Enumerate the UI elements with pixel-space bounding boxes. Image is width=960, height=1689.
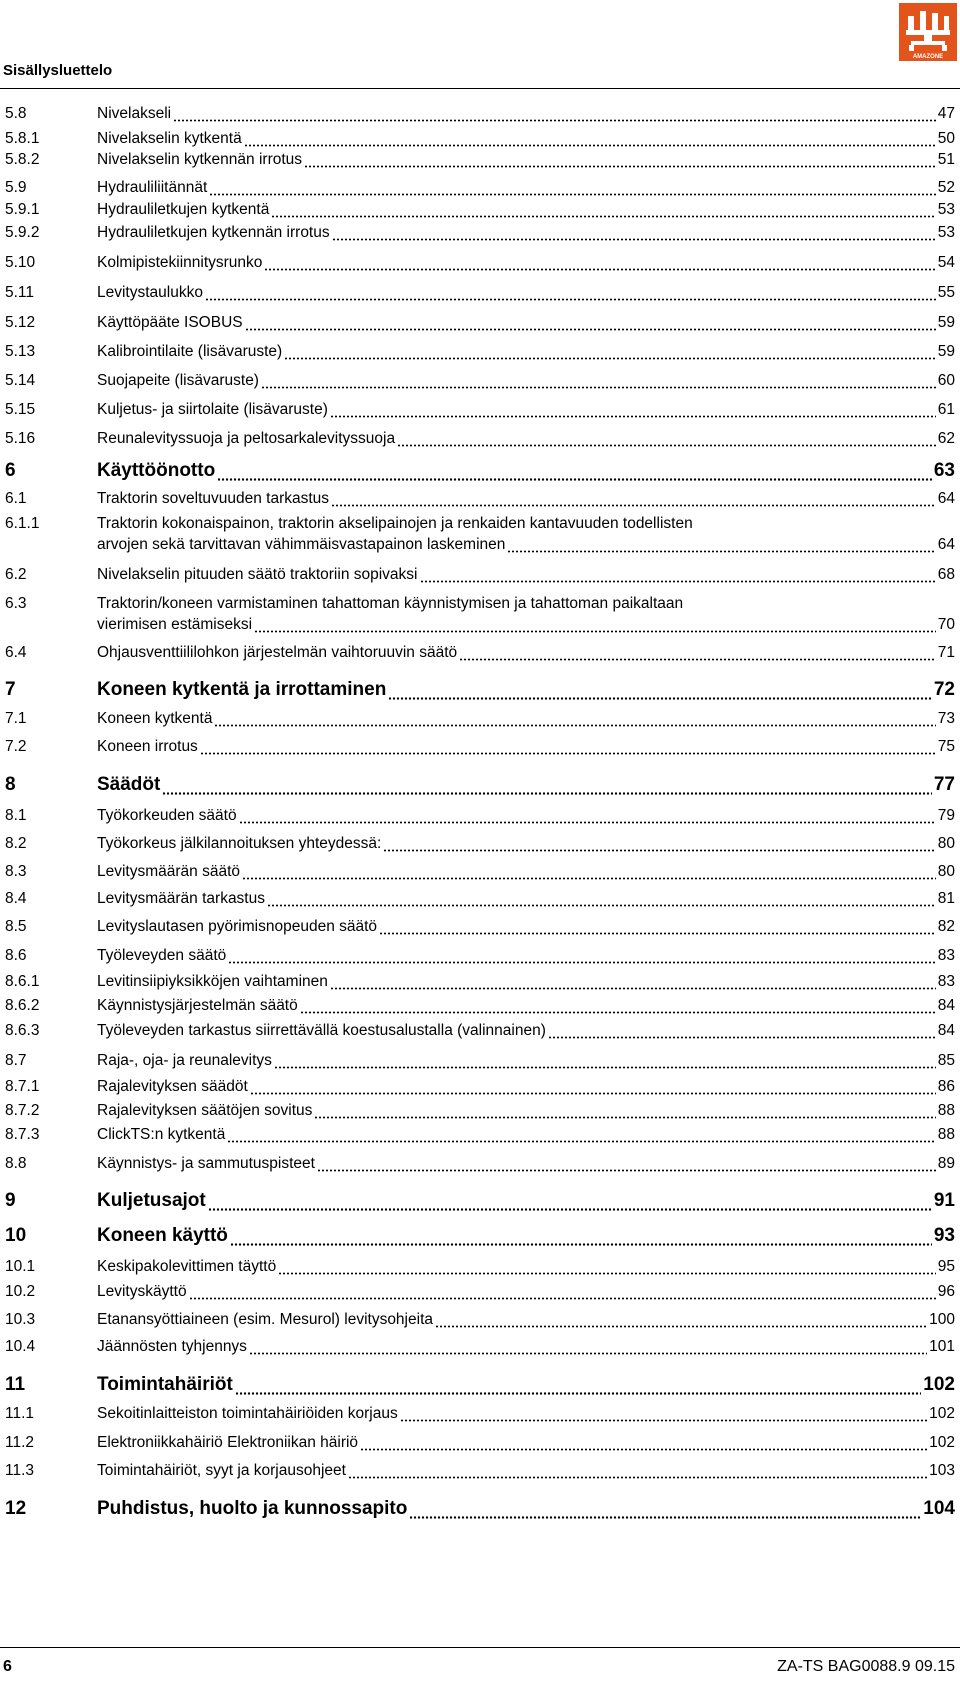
toc-entry-number: 5.12 (5, 314, 36, 331)
toc-entry-page: 64 (937, 490, 955, 507)
toc-entry[interactable] (0, 1257, 960, 1277)
toc-entry[interactable] (0, 429, 960, 449)
toc-dot-leader (228, 946, 935, 966)
toc-entry[interactable] (0, 129, 960, 149)
toc-entry-line (97, 1257, 955, 1277)
toc-dot-leader (214, 709, 935, 729)
toc-entry-title: Rajalevityksen säätöjen sovitus (97, 1102, 313, 1119)
toc-dot-leader (245, 313, 936, 333)
toc-entry[interactable] (0, 1404, 960, 1424)
toc-entry-page: 84 (937, 997, 955, 1014)
toc-entry-number: 8.7 (5, 1052, 27, 1069)
footer-divider (0, 1647, 960, 1648)
toc-entry-title: Koneen käyttö (97, 1225, 228, 1246)
toc-entry-title: Ohjausventtiililohkon järjestelmän vaihtoruuvin säätö (97, 644, 458, 661)
toc-entry-number: 8.6.1 (5, 973, 40, 990)
toc-entry-line (97, 1337, 955, 1357)
toc-entry[interactable] (0, 283, 960, 303)
toc-entry-line (97, 917, 955, 937)
toc-entry-title: Levitysmäärän säätö (97, 863, 241, 880)
toc-dot-leader (314, 1101, 935, 1121)
toc-entry-page: 83 (937, 973, 955, 990)
toc-entry-number: 6.4 (5, 644, 27, 661)
toc-dot-leader (420, 565, 936, 585)
toc-entry-title: Käyttöönotto (97, 460, 216, 481)
toc-entry[interactable] (0, 150, 960, 170)
toc-dot-leader (330, 972, 936, 992)
toc-entry[interactable] (0, 1101, 960, 1121)
toc-dot-leader (235, 1372, 921, 1398)
toc-entry-line (97, 178, 955, 198)
toc-entry-number: 7.2 (5, 738, 27, 755)
toc-entry[interactable] (0, 593, 960, 637)
toc-dot-leader (459, 643, 936, 663)
toc-entry-line (97, 104, 955, 124)
toc-entry-line (97, 643, 955, 663)
toc-dot-leader (304, 150, 936, 170)
toc-entry-title: Levitystaulukko (97, 284, 203, 301)
toc-dot-leader (317, 1154, 936, 1174)
toc-dot-leader (379, 917, 936, 937)
toc-entry[interactable] (0, 806, 960, 826)
toc-chapter[interactable] (0, 1372, 960, 1398)
toc-entry-number: 8.2 (5, 835, 27, 852)
toc-dot-leader (409, 1496, 921, 1522)
toc-entry[interactable] (0, 996, 960, 1016)
toc-entry-number: 5.9 (5, 179, 27, 196)
toc-entry-number: 8.4 (5, 890, 27, 907)
toc-entry-line (97, 709, 955, 729)
toc-entry-line (97, 615, 955, 635)
toc-entry-page: 53 (937, 224, 955, 241)
toc-entry-title: Nivelakselin kytkennän irrotus (97, 151, 303, 168)
toc-entry-title: Toimintahäiriöt (97, 1374, 233, 1395)
toc-entry-line (97, 429, 955, 449)
toc-entry-line (97, 1372, 955, 1398)
toc-dot-leader (271, 200, 935, 220)
toc-entry-line (97, 946, 955, 966)
amazone-logo (899, 3, 957, 61)
toc-entry-line (97, 772, 955, 798)
toc-entry-number: 8.6.2 (5, 997, 40, 1014)
toc-dot-leader (332, 223, 936, 243)
toc-entry-page: 55 (937, 284, 955, 301)
toc-entry[interactable] (0, 1461, 960, 1481)
toc-entry[interactable] (0, 400, 960, 420)
toc-entry-page: 88 (937, 1102, 955, 1119)
toc-entry[interactable] (0, 223, 960, 243)
toc-entry-line (97, 677, 955, 703)
toc-entry[interactable] (0, 834, 960, 854)
toc-entry-line (97, 1282, 955, 1302)
toc-entry-number: 8.5 (5, 918, 27, 935)
toc-entry-number: 10.3 (5, 1311, 36, 1328)
toc-entry-page: 47 (937, 105, 955, 122)
toc-dot-leader (397, 429, 936, 449)
toc-dot-leader (383, 834, 935, 854)
toc-entry-number: 5.8.2 (5, 151, 40, 168)
toc-chapter[interactable] (0, 1188, 960, 1214)
toc-dot-leader (264, 253, 935, 273)
toc-entry-page: 83 (937, 947, 955, 964)
toc-entry-line (97, 1077, 955, 1097)
toc-entry-title: Kalibrointilaite (lisävaruste) (97, 343, 283, 360)
toc-entry[interactable] (0, 1021, 960, 1041)
toc-chapter[interactable] (0, 677, 960, 703)
toc-entry-line (97, 1404, 955, 1424)
toc-entry-page: 50 (937, 130, 955, 147)
toc-entry[interactable] (0, 889, 960, 909)
toc-chapter[interactable] (0, 1496, 960, 1522)
toc-dot-leader (208, 1188, 932, 1214)
toc-entry-title: arvojen sekä tarvittavan vähimmäisvastapainon laskeminen (97, 536, 506, 553)
toc-entry-page: 102 (929, 1434, 955, 1451)
toc-entry-number: 7 (5, 679, 16, 700)
toc-entry-title: Kuljetusajot (97, 1190, 206, 1211)
toc-entry-page: 64 (937, 536, 955, 553)
toc-dot-leader (548, 1021, 936, 1041)
toc-entry-number: 5.11 (5, 284, 35, 301)
footer-page-number: 6 (3, 1658, 12, 1675)
toc-entry-number: 11.2 (5, 1434, 35, 1451)
toc-entry-page: 101 (929, 1338, 955, 1355)
toc-entry-line (97, 1051, 955, 1071)
toc-entry-title: Käynnistys- ja sammutuspisteet (97, 1155, 315, 1172)
toc-entry-title: Kolmipistekiinnitysrunko (97, 254, 263, 271)
toc-entry[interactable] (0, 513, 960, 557)
toc-entry-number: 8.7.2 (5, 1102, 40, 1119)
toc-entry-line (97, 129, 955, 149)
toc-entry-number: 8 (5, 774, 16, 795)
toc-entry-title: Reunalevityssuoja ja peltosarkalevityssuoja (97, 430, 396, 447)
amazone-logo-icon (899, 3, 957, 61)
toc-entry-page: 100 (929, 1311, 955, 1328)
toc-dot-leader (200, 737, 936, 757)
toc-entry-page: 77 (933, 774, 955, 795)
toc-entry-number: 8.7.1 (5, 1078, 40, 1095)
toc-dot-leader (267, 889, 936, 909)
toc-entry-title: Koneen kytkentä (97, 710, 213, 727)
logo-wordmark: AMAZONE (912, 54, 944, 60)
toc-entry-page: 103 (929, 1462, 955, 1479)
toc-entry-number: 5.13 (5, 343, 36, 360)
toc-dot-leader (274, 1051, 936, 1071)
toc-entry-title: vierimisen estämiseksi (97, 616, 253, 633)
toc-entry-page: 51 (937, 151, 955, 168)
toc-dot-leader (331, 489, 936, 509)
toc-entry-page: 75 (937, 738, 955, 755)
toc-entry[interactable] (0, 1310, 960, 1330)
toc-chapter[interactable] (0, 1223, 960, 1249)
toc-entry-number: 7.1 (5, 710, 27, 727)
toc-entry-number: 6.1 (5, 490, 27, 507)
toc-entry-line (97, 253, 955, 273)
toc-entry-title: Levityslautasen pyörimisnopeuden säätö (97, 918, 378, 935)
toc-entry-page: 59 (937, 314, 955, 331)
toc-entry-number: 5.8.1 (5, 130, 40, 147)
toc-dot-leader (209, 178, 935, 198)
toc-entry[interactable] (0, 862, 960, 882)
toc-dot-leader (435, 1310, 927, 1330)
toc-entry-number: 10 (5, 1225, 27, 1246)
toc-entry-number: 10.2 (5, 1283, 36, 1300)
toc-entry[interactable] (0, 178, 960, 198)
toc-entry-line (97, 806, 955, 826)
toc-entry-number: 8.7.3 (5, 1126, 40, 1143)
toc-entry-number: 5.8 (5, 105, 27, 122)
toc-dot-leader (284, 342, 936, 362)
toc-entry-number: 11 (5, 1374, 26, 1395)
toc-dot-leader (189, 1282, 936, 1302)
toc-entry-page: 89 (937, 1155, 955, 1172)
toc-dot-leader (205, 283, 936, 303)
toc-dot-leader (278, 1257, 936, 1277)
toc-entry[interactable] (0, 200, 960, 220)
toc-dot-leader (249, 1337, 927, 1357)
page-title: Sisällysluettelo (3, 62, 113, 79)
toc-dot-leader (330, 400, 936, 420)
toc-dot-leader (227, 1125, 935, 1145)
toc-entry-page: 59 (937, 343, 955, 360)
header-divider (0, 88, 960, 89)
toc-entry-line (97, 737, 955, 757)
toc-dot-leader (242, 862, 936, 882)
toc-entry-line (97, 1310, 955, 1330)
toc-entry-page: 73 (937, 710, 955, 727)
toc-entry-line (97, 834, 955, 854)
toc-entry-line (97, 200, 955, 220)
toc-entry-line (97, 283, 955, 303)
toc-entry-title: Rajalevityksen säädöt (97, 1078, 248, 1095)
toc-entry-title: Levityskäyttö (97, 1283, 187, 1300)
toc-entry-page: 62 (937, 430, 955, 447)
toc-entry-title: Puhdistus, huolto ja kunnossapito (97, 1498, 408, 1519)
toc-entry-page: 80 (937, 835, 955, 852)
toc-entry-title-line1: Traktorin kokonaispainon, traktorin akselipainojen ja renkaiden kantavuuden todellisten (97, 515, 693, 532)
toc-entry-number: 8.3 (5, 863, 27, 880)
toc-entry-number: 5.14 (5, 372, 36, 389)
toc-entry-title: Jäännösten tyhjennys (97, 1338, 247, 1355)
toc-entry-title: Säädöt (97, 774, 161, 795)
toc-entry-title: Käyttöpääte ISOBUS (97, 314, 243, 331)
toc-entry-title: Työkorkeuden säätö (97, 807, 237, 824)
toc-dot-leader (254, 615, 936, 635)
toc-entry[interactable] (0, 1433, 960, 1453)
toc-entry[interactable] (0, 371, 960, 391)
toc-entry-title: Sekoitinlaitteiston toimintahäiriöiden korjaus (97, 1405, 398, 1422)
toc-entry-line (97, 400, 955, 420)
toc-entry-page: 102 (929, 1405, 955, 1422)
toc-entry-title: Levitysmäärän tarkastus (97, 890, 265, 907)
toc-entry-line (97, 489, 955, 509)
toc-entry-page: 63 (933, 460, 955, 481)
toc-entry-number: 8.1 (5, 807, 27, 824)
toc-entry-page: 104 (923, 1498, 955, 1519)
toc-entry[interactable] (0, 1154, 960, 1174)
toc-entry-number: 11.1 (5, 1405, 35, 1422)
toc-entry-page: 88 (937, 1126, 955, 1143)
toc-entry-title: Työkorkeus jälkilannoituksen yhteydessä: (97, 835, 382, 852)
toc-entry-title: Hydrauliletkujen kytkentä (97, 201, 270, 218)
toc-dot-leader (360, 1433, 927, 1453)
toc-entry-number: 5.9.2 (5, 224, 40, 241)
toc-entry[interactable] (0, 1077, 960, 1097)
toc-entry[interactable] (0, 1337, 960, 1357)
toc-entry-number: 6.2 (5, 566, 27, 583)
toc-entry-number: 5.9.1 (5, 201, 40, 218)
toc-entry-page: 54 (937, 254, 955, 271)
toc-entry[interactable] (0, 342, 960, 362)
toc-entry-number: 10.4 (5, 1338, 36, 1355)
toc-entry[interactable] (0, 104, 960, 124)
toc-entry-line (97, 1461, 955, 1481)
toc-entry-number: 6.1.1 (5, 515, 40, 532)
toc-entry[interactable] (0, 709, 960, 729)
toc-entry-page: 68 (937, 566, 955, 583)
toc-entry-number: 8.6.3 (5, 1022, 40, 1039)
toc-entry-page: 80 (937, 863, 955, 880)
toc-entry[interactable] (0, 565, 960, 585)
toc-entry[interactable] (0, 1051, 960, 1071)
toc-entry-title-line1: Traktorin/koneen varmistaminen tahattoman käynnistymisen ja tahattoman paikaltaan (97, 595, 684, 612)
toc-entry-title: Traktorin soveltuvuuden tarkastus (97, 490, 330, 507)
toc-entry-line (97, 535, 955, 555)
toc-entry-number: 9 (5, 1190, 16, 1211)
toc-entry-line (97, 1125, 955, 1145)
toc-dot-leader (300, 996, 936, 1016)
toc-entry-page: 85 (937, 1052, 955, 1069)
toc-dot-leader (239, 806, 936, 826)
toc-entry-line (97, 1021, 955, 1041)
toc-entry[interactable] (0, 643, 960, 663)
toc-entry-number: 11.3 (5, 1462, 35, 1479)
toc-entry-title: Nivelakselin pituuden säätö traktoriin sopivaksi (97, 566, 418, 583)
toc-entry-page: 71 (937, 644, 955, 661)
toc-entry[interactable] (0, 972, 960, 992)
toc-entry-line (97, 972, 955, 992)
toc-entry-line (97, 458, 955, 484)
toc-entry[interactable] (0, 946, 960, 966)
toc-entry-page: 53 (937, 201, 955, 218)
toc-entry-title: Elektroniikkahäiriö Elektroniikan häiriö (97, 1434, 359, 1451)
toc-entry-line (97, 313, 955, 333)
toc-entry-title: Etanansyöttiaineen (esim. Mesurol) levitysohjeita (97, 1311, 433, 1328)
toc-entry-title: Raja-, oja- ja reunalevitys (97, 1052, 272, 1069)
toc-entry[interactable] (0, 313, 960, 333)
toc-entry-number: 6.3 (5, 595, 27, 612)
toc-entry-title: Työleveyden tarkastus siirrettävällä koestusalustalla (valinnainen) (97, 1022, 546, 1039)
toc-dot-leader (244, 129, 936, 149)
toc-entry[interactable] (0, 489, 960, 509)
toc-entry-title: Hydrauliletkujen kytkennän irrotus (97, 224, 330, 241)
toc-entry-line (97, 1496, 955, 1522)
toc-entry-page: 84 (937, 1022, 955, 1039)
toc-entry-title: Suojapeite (lisävaruste) (97, 372, 259, 389)
toc-entry-line (97, 1188, 955, 1214)
toc-entry-number: 10.1 (5, 1258, 36, 1275)
toc-entry[interactable] (0, 917, 960, 937)
footer-document-id: ZA-TS BAG0088.9 09.15 (777, 1658, 955, 1675)
toc-entry-line (97, 1433, 955, 1453)
toc-dot-leader (348, 1461, 927, 1481)
toc-chapter[interactable] (0, 458, 960, 484)
toc-entry-number: 8.6 (5, 947, 27, 964)
toc-entry-number: 5.10 (5, 254, 36, 271)
toc-entry-title: Kuljetus- ja siirtolaite (lisävaruste) (97, 401, 328, 418)
toc-entry-line (97, 889, 955, 909)
toc-entry-page: 86 (937, 1078, 955, 1095)
toc-entry-number: 5.16 (5, 430, 36, 447)
toc-chapter[interactable] (0, 772, 960, 798)
toc-entry-line (97, 1154, 955, 1174)
toc-entry-title: ClickTS:n kytkentä (97, 1126, 226, 1143)
toc-entry[interactable] (0, 253, 960, 273)
toc-entry-title: Koneen irrotus (97, 738, 198, 755)
toc-entry[interactable] (0, 737, 960, 757)
toc-entry-line (97, 996, 955, 1016)
toc-entry-number: 6 (5, 460, 16, 481)
toc-dot-leader (250, 1077, 936, 1097)
toc-entry-line (97, 862, 955, 882)
toc-dot-leader (217, 458, 932, 484)
toc-dot-leader (507, 535, 935, 555)
toc-entry-page: 96 (937, 1283, 955, 1300)
toc-dot-leader (261, 371, 936, 391)
toc-dot-leader (388, 677, 932, 703)
toc-entry-title: Toimintahäiriöt, syyt ja korjausohjeet (97, 1462, 346, 1479)
toc-entry-title: Käynnistysjärjestelmän säätö (97, 997, 298, 1014)
toc-entry-number: 12 (5, 1498, 27, 1519)
toc-entry-line (97, 1223, 955, 1249)
toc-entry[interactable] (0, 1282, 960, 1302)
toc-entry-page: 81 (937, 890, 955, 907)
toc-entry-page: 52 (937, 179, 955, 196)
toc-entry-line (97, 1101, 955, 1121)
toc-entry-page: 82 (937, 918, 955, 935)
toc-entry[interactable] (0, 1125, 960, 1145)
toc-entry-page: 93 (933, 1225, 955, 1246)
toc-entry-page: 61 (937, 401, 955, 418)
toc-dot-leader (230, 1223, 932, 1249)
toc-entry-page: 70 (937, 616, 955, 633)
toc-entry-line (97, 565, 955, 585)
toc-entry-page: 60 (937, 372, 955, 389)
toc-dot-leader (173, 104, 936, 124)
toc-dot-leader (162, 772, 932, 798)
toc-entry-line (97, 150, 955, 170)
toc-entry-page: 102 (923, 1374, 955, 1395)
toc-entry-line (97, 223, 955, 243)
toc-entry-number: 5.15 (5, 401, 36, 418)
toc-entry-line (97, 342, 955, 362)
toc-entry-page: 91 (933, 1190, 955, 1211)
toc-entry-title: Levitinsiipiyksikköjen vaihtaminen (97, 973, 328, 990)
toc-entry-number: 8.8 (5, 1155, 27, 1172)
toc-entry-title: Nivelakseli (97, 105, 172, 122)
toc-entry-title: Keskipakolevittimen täyttö (97, 1258, 277, 1275)
toc-entry-page: 95 (937, 1258, 955, 1275)
toc-entry-title: Koneen kytkentä ja irrottaminen (97, 679, 387, 700)
toc-entry-title: Työleveyden säätö (97, 947, 227, 964)
toc-entry-page: 72 (933, 679, 955, 700)
toc-dot-leader (400, 1404, 927, 1424)
toc-entry-title: Hydrauliliitännät (97, 179, 208, 196)
toc-entry-line (97, 371, 955, 391)
toc-entry-page: 79 (937, 807, 955, 824)
toc-entry-title: Nivelakselin kytkentä (97, 130, 242, 147)
